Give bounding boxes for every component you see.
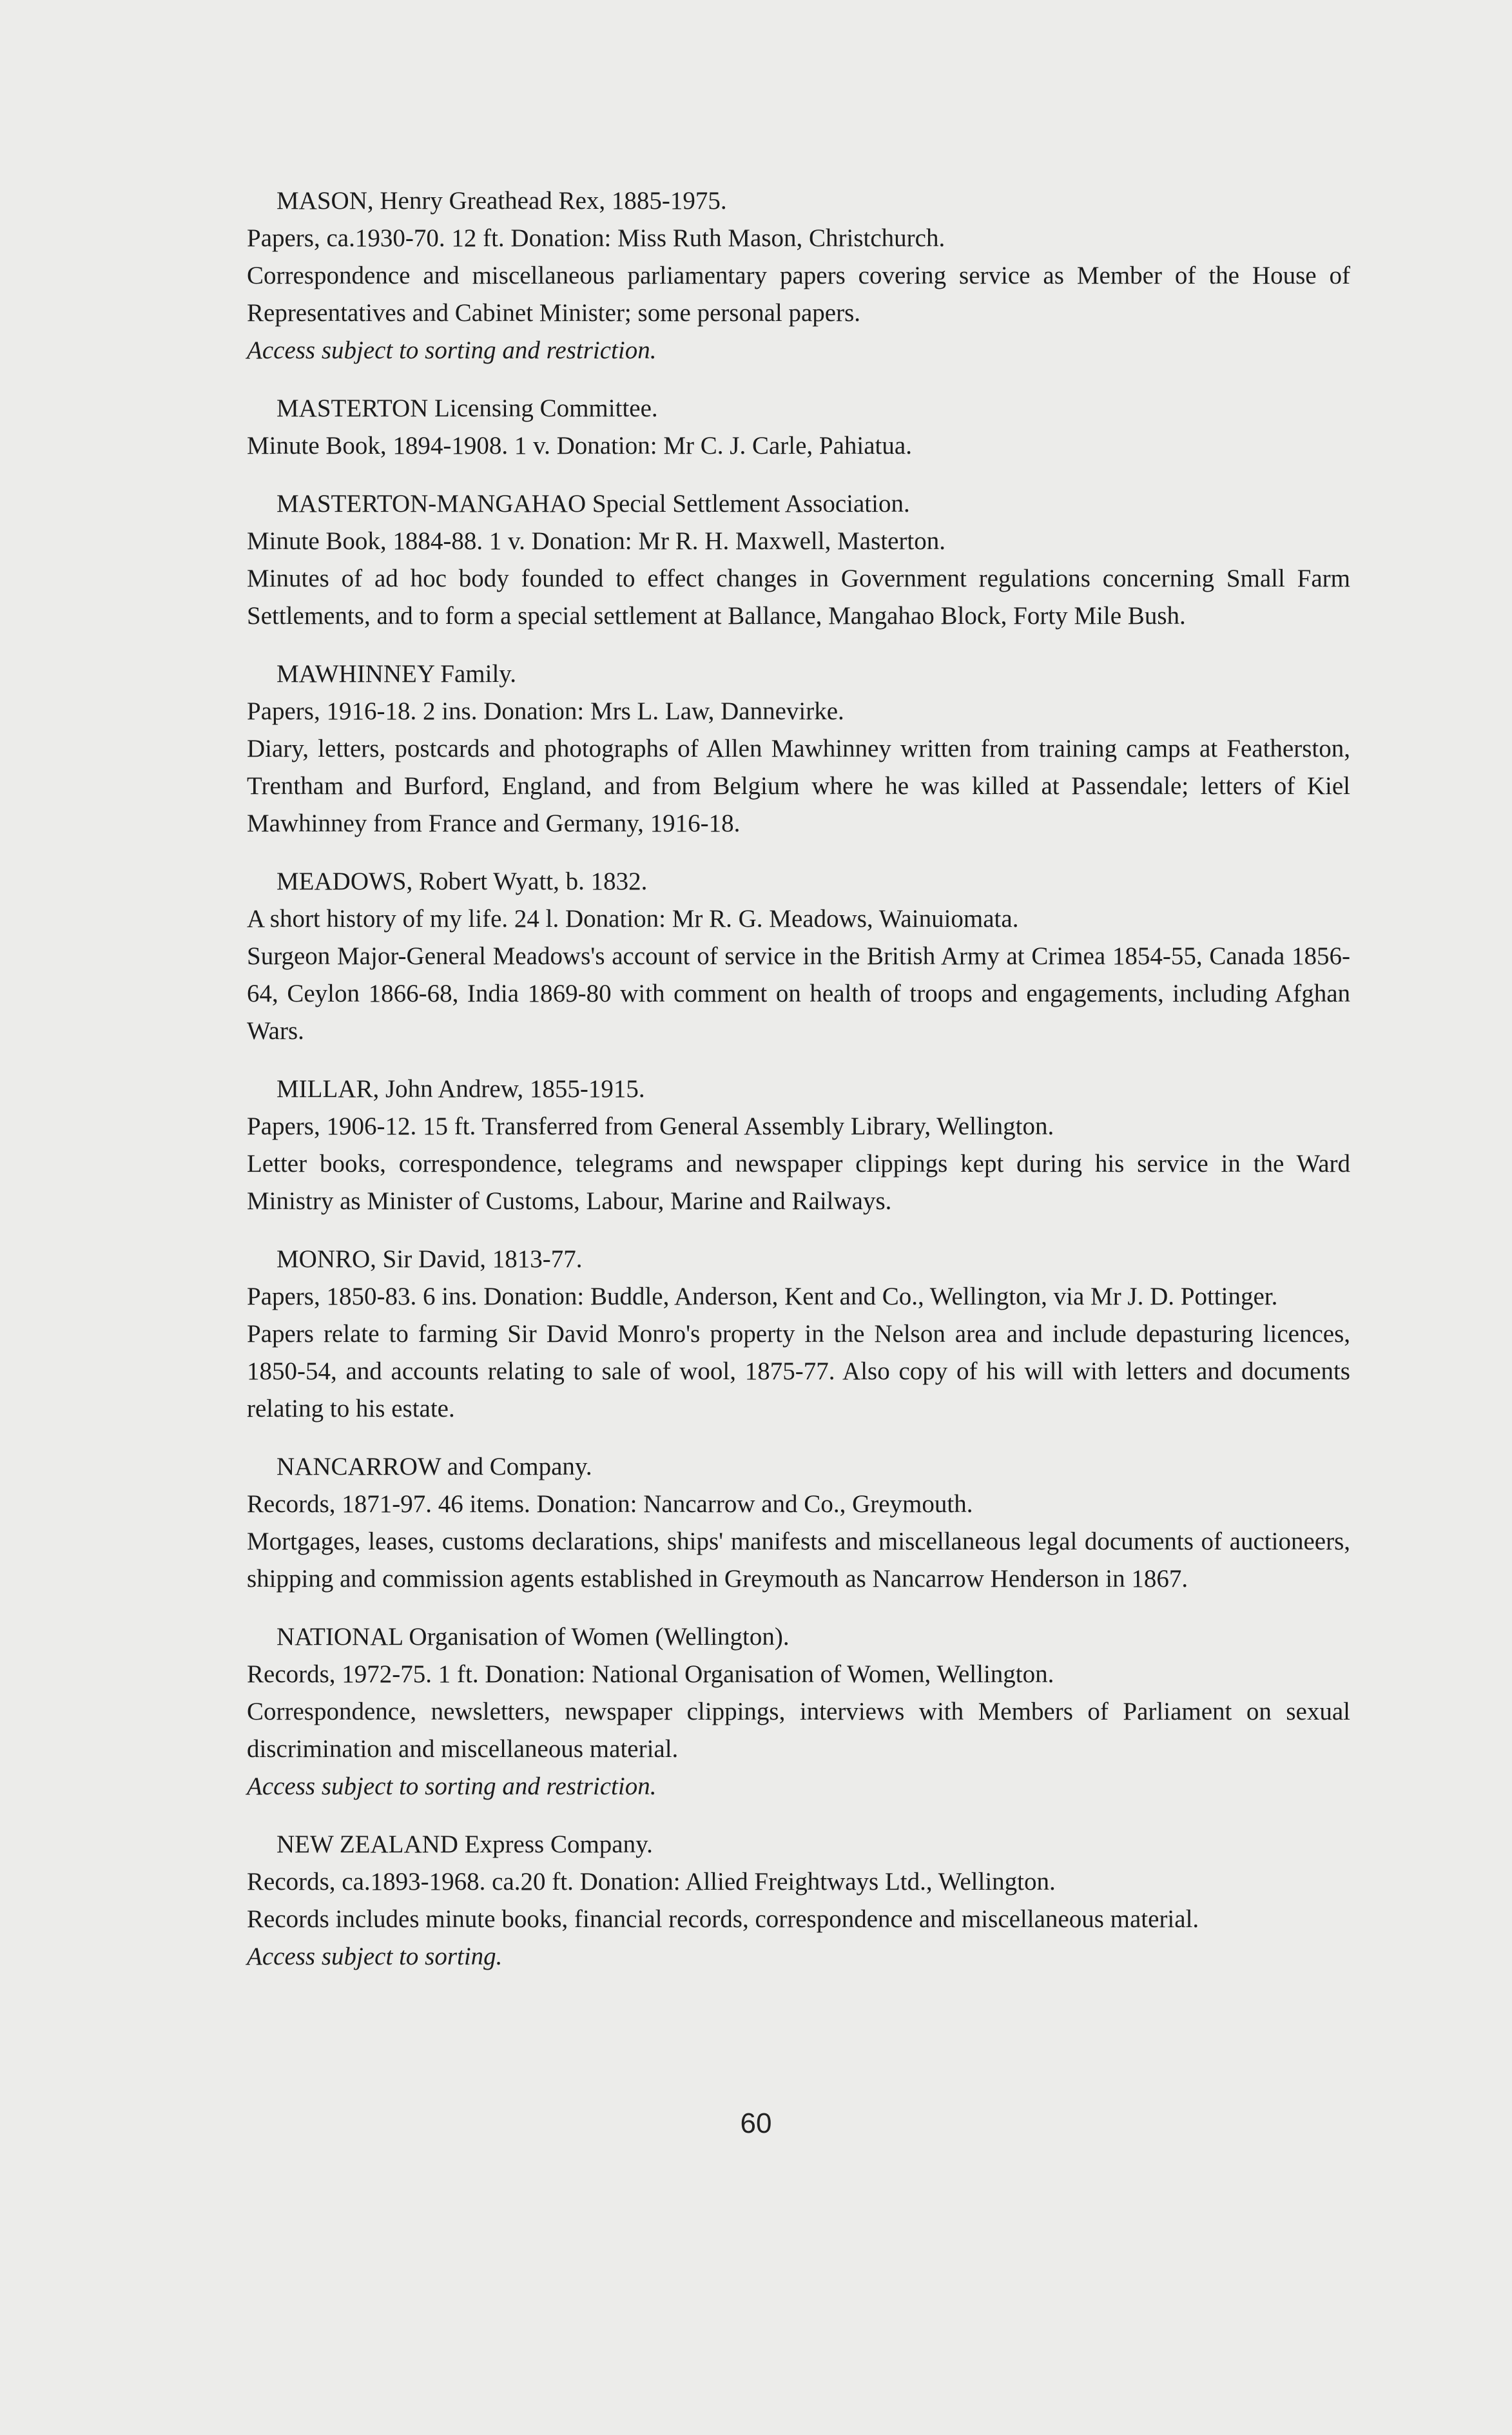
entry-holding: Records, ca.1893-1968. ca.20 ft. Donation: Allied Freightways Ltd., Wellington. bbox=[247, 1868, 1056, 1896]
entry-holding: Minute Book, 1884-88. 1 v. Donation: Mr R. H. Maxwell, Masterton. bbox=[247, 527, 945, 555]
entry-new-zealand-express bbox=[247, 1826, 1350, 1975]
entry-holding: Papers, 1906-12. 15 ft. Transferred from General Assembly Library, Wellington. bbox=[247, 1112, 1054, 1140]
entry-heading: MAWHINNEY Family. bbox=[276, 660, 517, 688]
entry-access-note: Access subject to sorting. bbox=[247, 1943, 503, 1970]
entry-holding: Minute Book, 1894-1908. 1 v. Donation: Mr C. J. Carle, Pahiatua. bbox=[247, 432, 912, 460]
entry-holding: Records, 1871-97. 46 items. Donation: Nancarrow and Co., Greymouth. bbox=[247, 1490, 973, 1518]
entry-holding: Records, 1972-75. 1 ft. Donation: National Organisation of Women, Wellington. bbox=[247, 1660, 1054, 1688]
entry-national-organisation-of-women bbox=[247, 1618, 1350, 1805]
entry-holding: A short history of my life. 24 l. Donation: Mr R. G. Meadows, Wainuiomata. bbox=[247, 905, 1019, 933]
entry-nancarrow bbox=[247, 1448, 1350, 1598]
entry-description: Surgeon Major-General Meadows's account of service in the British Army at Crimea 1854-55, Canada 1856-64, Ceylon 1866-68, India 1869-80 with comment on health of troops and engagements, including Afghan Wars. bbox=[247, 942, 1350, 1045]
entry-description: Correspondence and miscellaneous parliamentary papers covering service as Member of the House of Representatives and Cabinet Minister; some personal papers. bbox=[247, 262, 1350, 327]
entry-access-note: Access subject to sorting and restriction. bbox=[247, 1772, 657, 1800]
entry-heading: NATIONAL Organisation of Women (Wellington). bbox=[276, 1623, 790, 1651]
entry-holding: Papers, 1916-18. 2 ins. Donation: Mrs L. Law, Dannevirke. bbox=[247, 697, 844, 725]
entry-heading: NEW ZEALAND Express Company. bbox=[276, 1830, 653, 1858]
entry-description: Minutes of ad hoc body founded to effect changes in Government regulations concerning Small Farm Settlements, and to form a special settlement at Ballance, Mangahao Block, Forty Mile Bush. bbox=[247, 565, 1350, 630]
catalogue-page bbox=[247, 182, 1350, 1996]
entry-description: Records includes minute books, financial records, correspondence and miscellaneous material. bbox=[247, 1905, 1199, 1933]
entry-description: Diary, letters, postcards and photographs of Allen Mawhinney written from training camps at Featherston, Trentham and Burford, England, and from Belgium where he was killed at Passendale; letters of Kiel Mawhinney from France and Germany, 1916-18. bbox=[247, 735, 1350, 837]
entry-heading: MASTERTON-MANGAHAO Special Settlement Association. bbox=[276, 490, 910, 518]
entry-holding: Papers, ca.1930-70. 12 ft. Donation: Miss Ruth Mason, Christchurch. bbox=[247, 224, 945, 252]
entry-heading: MASON, Henry Greathead Rex, 1885-1975. bbox=[276, 187, 727, 215]
entry-access-note: Access subject to sorting and restriction. bbox=[247, 336, 657, 364]
entry-heading: MEADOWS, Robert Wyatt, b. 1832. bbox=[276, 868, 648, 895]
entry-masterton-mangahao bbox=[247, 485, 1350, 635]
entry-description: Mortgages, leases, customs declarations, ships' manifests and miscellaneous legal documents of auctioneers, shipping and commission agents established in Greymouth as Nancarrow Henderson in 1867. bbox=[247, 1528, 1350, 1593]
entry-heading: NANCARROW and Company. bbox=[276, 1453, 592, 1480]
entry-heading: MILLAR, John Andrew, 1855-1915. bbox=[276, 1075, 645, 1103]
entry-millar bbox=[247, 1071, 1350, 1220]
entry-holding: Papers, 1850-83. 6 ins. Donation: Buddle, Anderson, Kent and Co., Wellington, via Mr J. D. Pottinger. bbox=[247, 1283, 1278, 1310]
entry-masterton-licensing bbox=[247, 390, 1350, 465]
entry-description: Papers relate to farming Sir David Monro's property in the Nelson area and include depasturing licences, 1850-54, and accounts relating to sale of wool, 1875-77. Also copy of his will with letters and documents relating to his estate. bbox=[247, 1320, 1350, 1422]
entry-mason bbox=[247, 182, 1350, 369]
entry-meadows bbox=[247, 863, 1350, 1050]
entry-description: Correspondence, newsletters, newspaper clippings, interviews with Members of Parliament on sexual discrimination and miscellaneous material. bbox=[247, 1698, 1350, 1763]
entry-mawhinney bbox=[247, 655, 1350, 842]
page-number: 60 bbox=[740, 2108, 772, 2139]
entry-monro bbox=[247, 1241, 1350, 1428]
entry-heading: MASTERTON Licensing Committee. bbox=[276, 394, 658, 422]
entry-description: Letter books, correspondence, telegrams and newspaper clippings kept during his service in the Ward Ministry as Minister of Customs, Labour, Marine and Railways. bbox=[247, 1150, 1350, 1215]
entry-heading: MONRO, Sir David, 1813-77. bbox=[276, 1245, 583, 1273]
